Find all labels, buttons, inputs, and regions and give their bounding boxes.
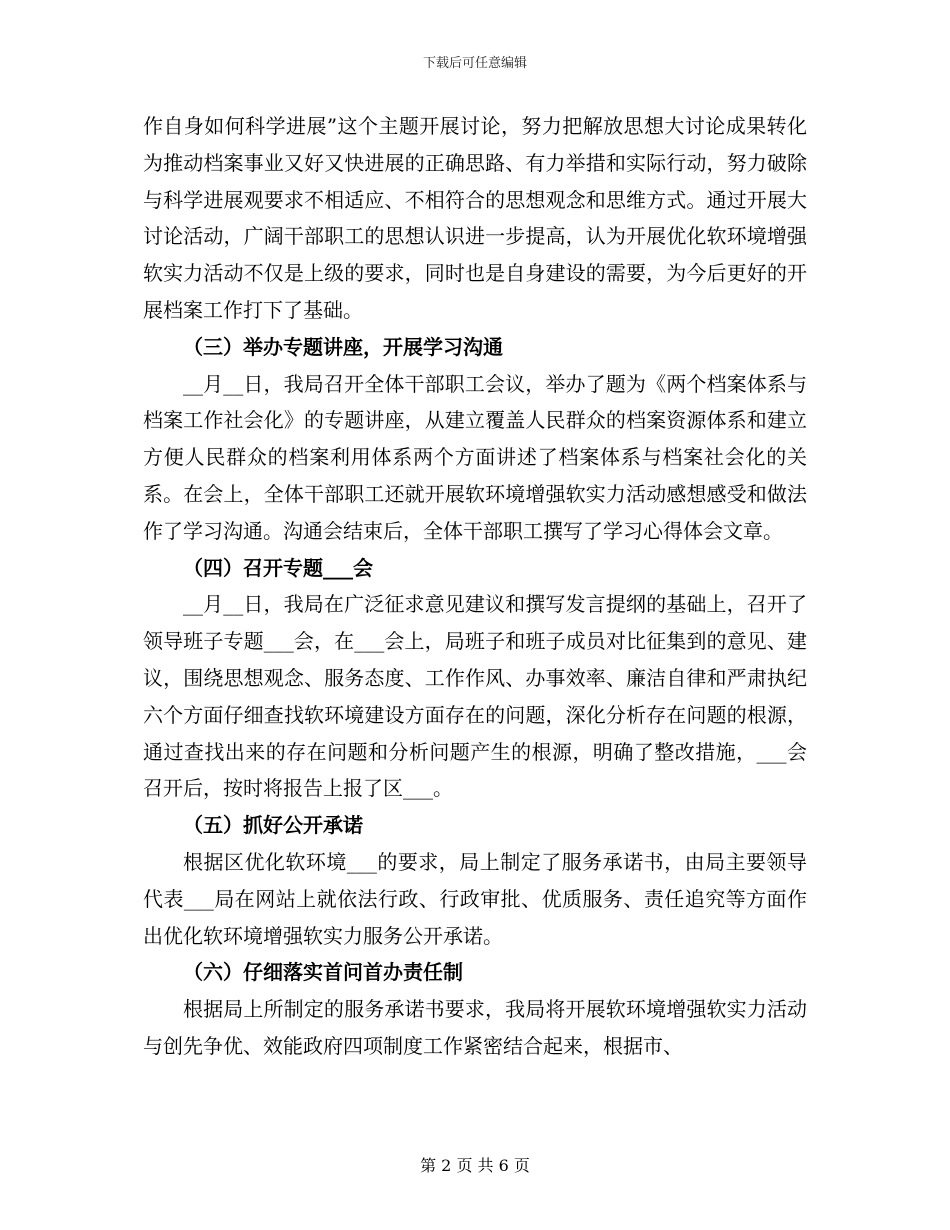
document-body	[143, 108, 807, 1065]
paragraph-meeting: __月__日，我局在广泛征求意见建议和撰写发言提纲的基础上，召开了领导班子专题___会，在___会上，局班子和班子成员对比征集到的意见、建议，围绕思想观念、服务态度、工作作风、办事效率、廉洁自律和严肃执纪六个方面仔细查找软环境建设方面存在的问题，深化分析存在问题的根源，通过查找出来的存在问题和分析问题产生的根源，明确了整改措施，___会召开后，按时将报告上报了区___。	[143, 592, 807, 801]
paragraph-responsibility-system: 根据局上所制定的服务承诺书要求，我局将开展软环境增强软实力活动与创先争优、效能政府四项制度工作紧密结合起来，根据市、	[143, 997, 807, 1058]
page-header-note: 下载后可任意编辑	[422, 56, 527, 71]
paragraph-discussion-outcome: 作自身如何科学进展”这个主题开展讨论，努力把解放思想大讨论成果转化为推动档案事业又好又快进展的正确思路、有力举措和实际行动，努力破除与科学进展观要求不相适应、不相符合的思想观念和思维方式。通过开展大讨论活动，广阔干部职工的思想认识进一步提高，认为开展优化软环境增强软实力活动不仅是上级的要求，同时也是自身建设的需要，为今后更好的开展档案工作打下了基础。	[143, 114, 807, 322]
section-heading-3: （三）举办专题讲座，开展学习沟通	[183, 334, 503, 359]
paragraph-lecture: __月__日，我局召开全体干部职工会议，举办了题为《两个档案体系与档案工作社会化》的专题讲座，从建立覆盖人民群众的档案资源体系和建立方便人民群众的档案利用体系两个方面讲述了档案体系与档案社会化的关系。在会上，全体干部职工还就开展软环境增强软实力活动感想感受和做法作了学习沟通。沟通会结束后，全体干部职工撰写了学习心得体会文章。	[143, 371, 807, 543]
page-number: 第 2 页 共 6 页	[420, 1156, 530, 1175]
section-heading-4: （四）召开专题___会	[183, 555, 373, 580]
section-heading-6: （六）仔细落实首问首办责任制	[183, 960, 463, 985]
section-heading-5: （五）抓好公开承诺	[183, 813, 363, 838]
paragraph-public-commitment: 根据区优化软环境___的要求，局上制定了服务承诺书，由局主要领导代表___局在网站上就依法行政、行政审批、优质服务、责任追究等方面作出优化软环境增强软实力服务公开承诺。	[143, 849, 807, 948]
